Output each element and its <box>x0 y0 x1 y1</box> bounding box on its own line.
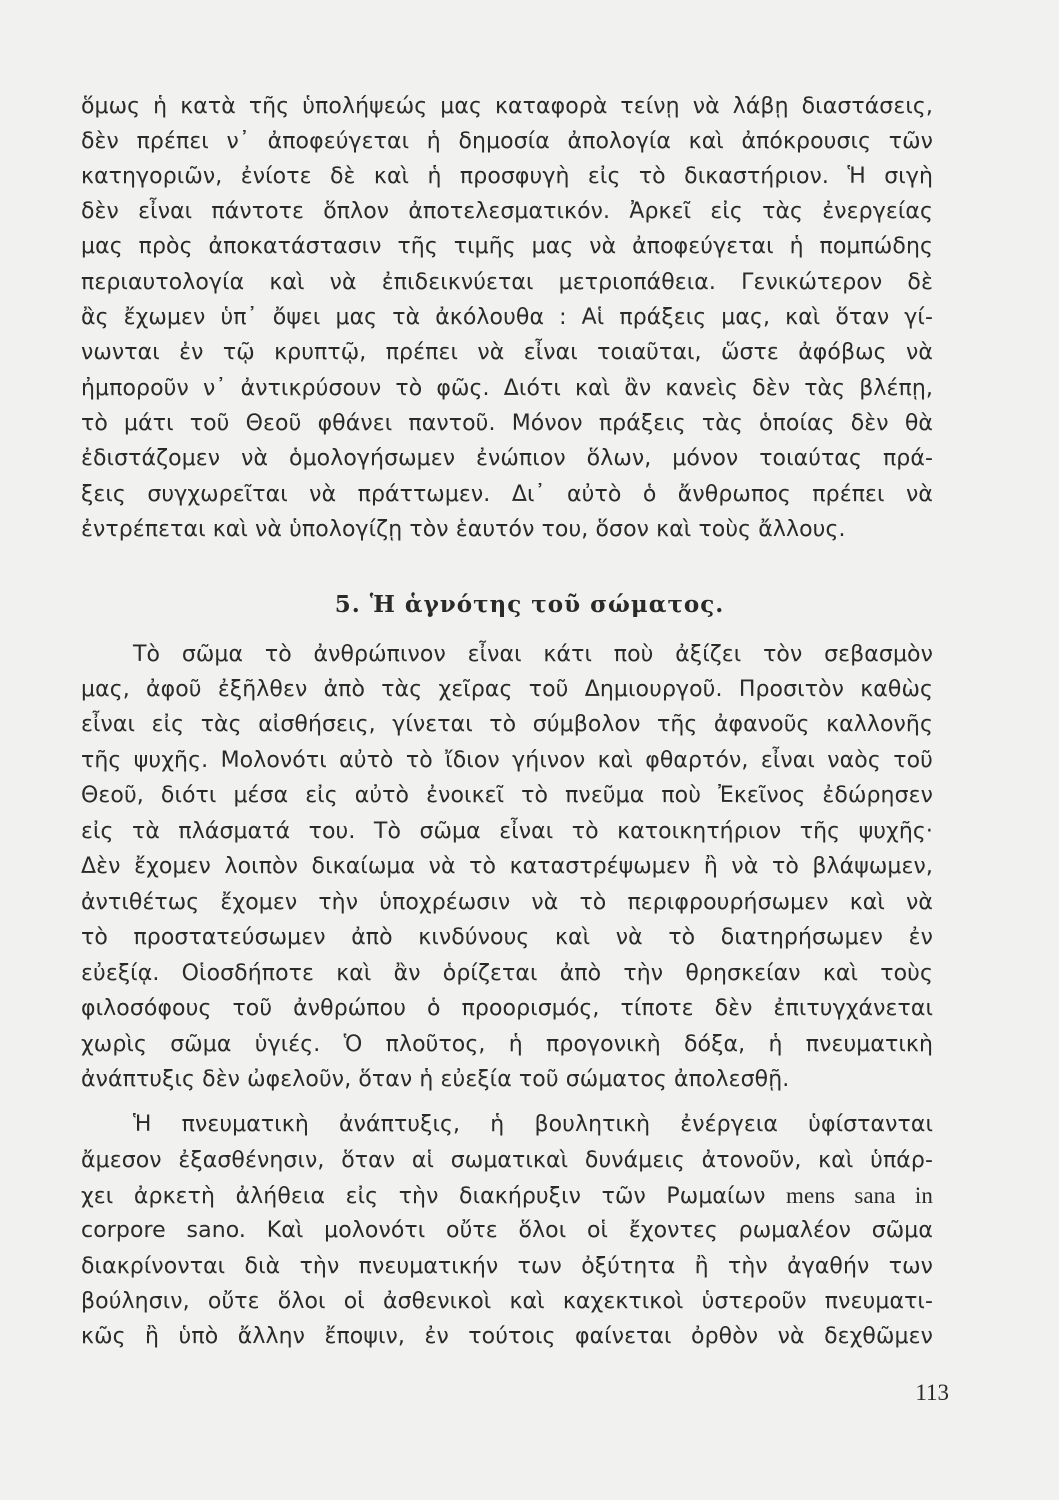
text-line: Τὸ σῶμα τὸ ἀνθρώπινον εἶναι κάτι ποὺ ἀξίζει τὸν σεβασμὸν <box>133 642 933 667</box>
text-line: δὲν πρέπει ν᾽ ἀποφεύγεται ἡ δημοσία ἀπολογία καὶ ἀπόκρουσις τῶν <box>81 129 933 154</box>
text-line: ἄμεσον ἐξασθένησιν, ὅταν αἱ σωματικαὶ δυνάμεις ἀτονοῦν, καὶ ὑπάρ- <box>81 1148 933 1173</box>
text-line: μας, ἀφοῦ ἐξῆλθεν ἀπὸ τὰς χεῖρας τοῦ Δημιουργοῦ. Προσιτὸν καθὼς <box>81 677 933 702</box>
text-line: εὐεξίᾳ. Οἱοσδήποτε καὶ ἂν ὁρίζεται ἀπὸ τὴν θρησκείαν καὶ τοὺς <box>81 961 933 986</box>
text-line: corpore sano. Καὶ μολονότι οὔτε ὅλοι οἱ ἔχοντες ρωμαλέον σῶμα <box>81 1218 933 1243</box>
text-line: τὸ προστατεύσωμεν ἀπὸ κινδύνους καὶ νὰ τὸ διατηρήσωμεν ἐν <box>81 925 933 950</box>
text-line: φιλοσόφους τοῦ ἀνθρώπου ὁ προορισμός, τίποτε δὲν ἐπιτυγχάνεται <box>81 996 933 1021</box>
text-line: ξεις συγχωρεῖται νὰ πράττωμεν. Δι᾽ αὐτὸ ὁ ἄνθρωπος πρέπει νὰ <box>81 482 933 507</box>
text-line: χωρὶς σῶμα ὑγιές. Ὁ πλοῦτος, ἡ προγονικὴ δόξα, ἡ πνευματικὴ <box>81 1032 933 1057</box>
text-line: Θεοῦ, διότι μέσα εἰς αὐτὸ ἐνοικεῖ τὸ πνεῦμα ποὺ Ἐκεῖνος ἐδώρησεν <box>81 783 933 808</box>
text-line: βούλησιν, οὔτε ὅλοι οἱ ἀσθενικοὶ καὶ καχεκτικοὶ ὑστεροῦν πνευματι- <box>81 1289 933 1314</box>
text-line: διακρίνονται διὰ τὴν πνευματικήν των ὀξύτητα ἢ τὴν ἀγαθήν των <box>81 1254 933 1279</box>
text-line: ἂς ἔχωμεν ὑπ᾽ ὄψει μας τὰ ἀκόλουθα : Αἱ πράξεις μας, καὶ ὅταν γί- <box>81 305 933 330</box>
text-line: μας πρὸς ἀποκατάστασιν τῆς τιμῆς μας νὰ ἀποφεύγεται ἡ πομπώδης <box>81 234 933 259</box>
text-line: κατηγοριῶν, ἐνίοτε δὲ καὶ ἡ προσφυγὴ εἰς τὸ δικαστήριον. Ἡ σιγὴ <box>81 164 933 189</box>
text-line: ἀντιθέτως ἔχομεν τὴν ὑποχρέωσιν νὰ τὸ περιφρουρήσωμεν καὶ νὰ <box>81 890 933 915</box>
text-line: δὲν εἶναι πάντοτε ὅπλον ἀποτελεσματικόν. Ἀρκεῖ εἰς τὰς ἐνεργείας <box>81 199 933 224</box>
latin-phrase: mens sana in <box>786 1183 933 1208</box>
text-line: ἠμποροῦν ν᾽ ἀντικρύσουν τὸ φῶς. Διότι καὶ ἂν κανεὶς δὲν τὰς βλέπῃ, <box>81 376 933 401</box>
page-number: 113 <box>915 1380 949 1405</box>
text-line: περιαυτολογία καὶ νὰ ἐπιδεικνύεται μετριοπάθεια. Γενικώτερον δὲ <box>81 270 933 295</box>
text-line: Ἡ πνευματικὴ ἀνάπτυξις, ἡ βουλητικὴ ἐνέργεια ὑφίστανται <box>133 1112 933 1137</box>
text-line: τῆς ψυχῆς. Μολονότι αὐτὸ τὸ ἴδιον γήινον καὶ φθαρτόν, εἶναι ναὸς τοῦ <box>81 748 933 773</box>
text-segment: χει ἀρκετὴ ἀλήθεια εἰς τὴν διακήρυξιν τῶν Ρωμαίων <box>81 1184 766 1209</box>
text-line: ἀνάπτυξις δὲν ὠφελοῦν, ὅταν ἡ εὐεξία τοῦ σώματος ἀπολεσθῇ. <box>81 1067 790 1092</box>
text-line: κῶς ἢ ὑπὸ ἄλλην ἔποψιν, ἐν τούτοις φαίνεται ὀρθὸν νὰ δεχθῶμεν <box>81 1324 933 1349</box>
text-line: ὅμως ἡ κατὰ τῆς ὑπολήψεώς μας καταφορὰ τείνῃ νὰ λάβῃ διαστάσεις, <box>81 94 933 119</box>
text-line: ἐδιστάζομεν νὰ ὁμολογήσωμεν ἐνώπιον ὅλων, μόνον τοιαύτας πρά- <box>81 446 933 471</box>
section-heading: 5. Ἡ ἁγνότης τοῦ σώματος. <box>334 591 725 618</box>
text-line: εἰς τὰ πλάσματά του. Τὸ σῶμα εἶναι τὸ κατοικητήριον τῆς ψυχῆς· <box>81 819 933 844</box>
text-line: Δὲν ἔχομεν λοιπὸν δικαίωμα νὰ τὸ καταστρέψωμεν ἢ νὰ τὸ βλάψωμεν, <box>81 854 933 879</box>
text-line: ἐντρέπεται καὶ νὰ ὑπολογίζῃ τὸν ἑαυτόν του, ὅσον καὶ τοὺς ἄλλους. <box>81 517 846 542</box>
text-line: εἶναι εἰς τὰς αἰσθήσεις, γίνεται τὸ σύμβολον τῆς ἀφανοῦς καλλονῆς <box>81 712 933 737</box>
text-line <box>81 1181 933 1212</box>
text-line: τὸ μάτι τοῦ Θεοῦ φθάνει παντοῦ. Μόνον πράξεις τὰς ὁποίας δὲν θὰ <box>81 411 933 436</box>
text-line: νωνται ἐν τῷ κρυπτῷ, πρέπει νὰ εἶναι τοιαῦται, ὥστε ἀφόβως νὰ <box>81 340 933 365</box>
